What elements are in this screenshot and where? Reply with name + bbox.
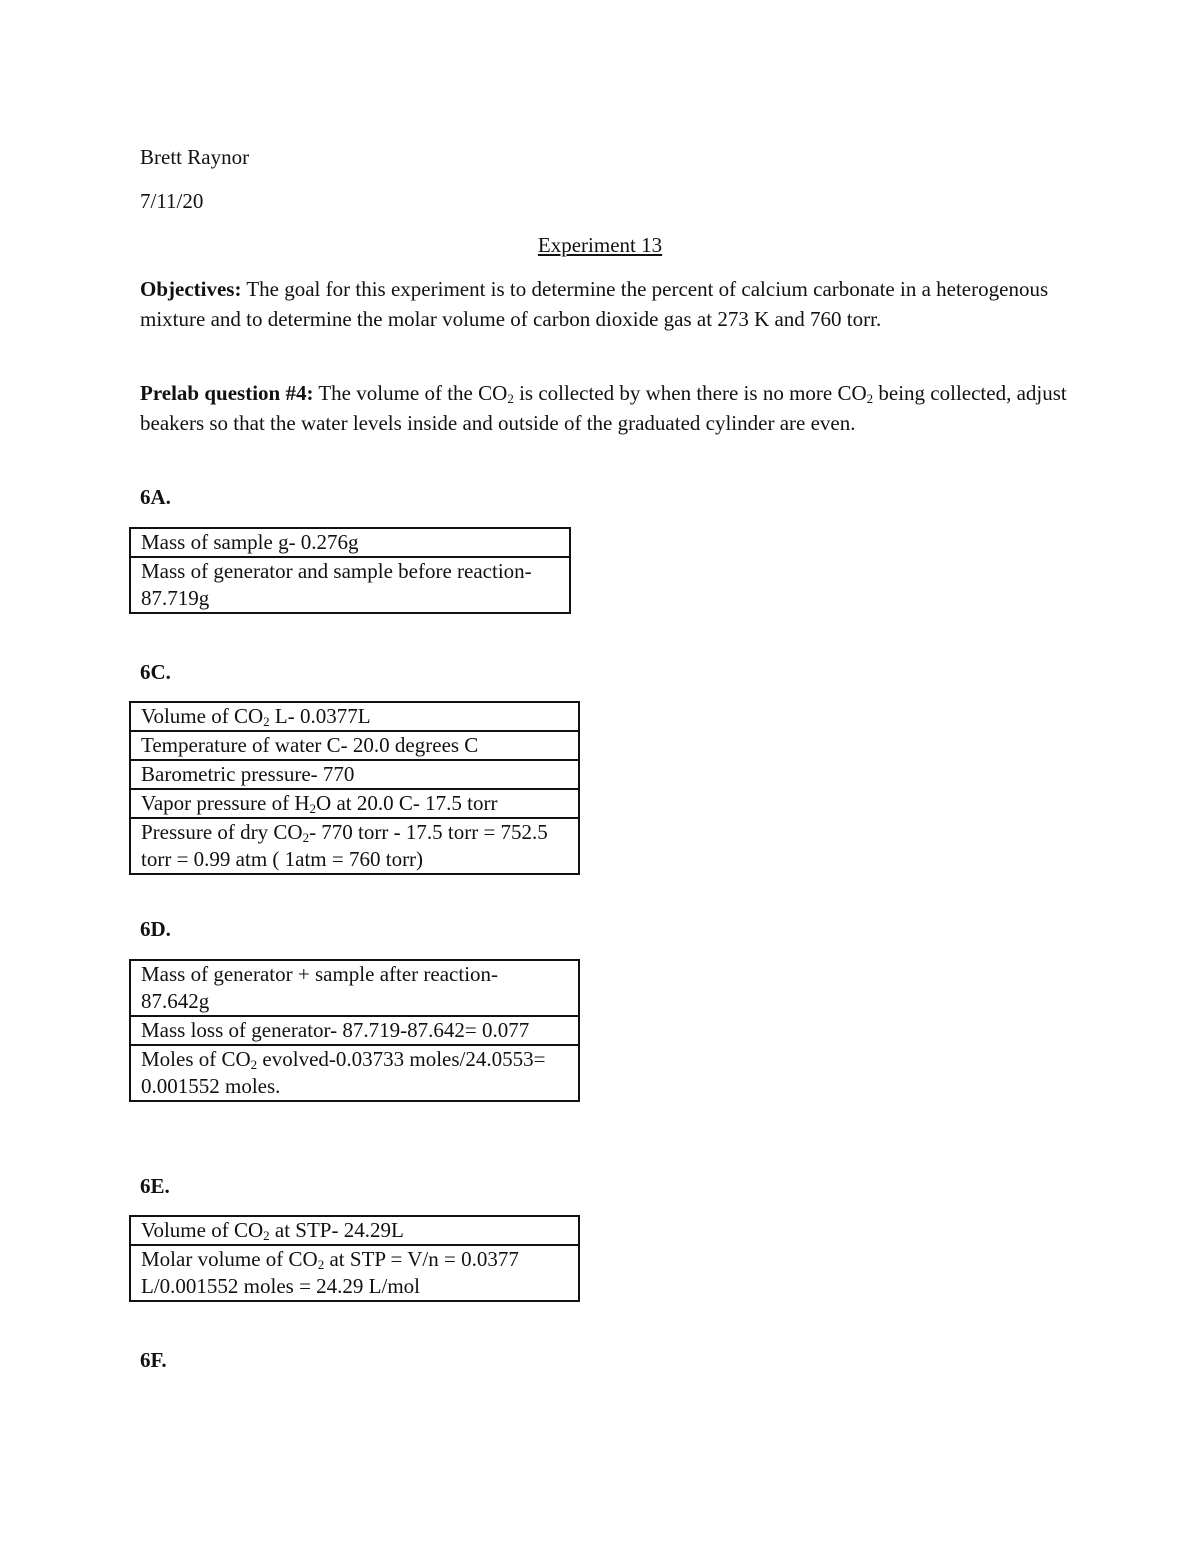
table-row — [130, 1216, 579, 1245]
author-name: Brett Raynor — [140, 145, 250, 169]
cell-text: Moles of CO — [141, 1047, 251, 1071]
cell-text: Molar volume of CO — [141, 1247, 318, 1271]
table-cell — [130, 1216, 579, 1245]
objectives-paragraph — [140, 275, 1080, 334]
prelab-text-b: is collected by when there is no more CO — [513, 381, 867, 405]
table-cell: Temperature of water C- 20.0 degrees C — [130, 731, 579, 760]
document-title: Experiment 13 — [537, 233, 663, 257]
objectives-text: The goal for this experiment is to determine the percent of calcium carbonate in a heterogenous mixture and to determine the molar volume of carbon dioxide gas at 273 K and 760 torr. — [140, 277, 1049, 331]
table-row — [130, 818, 579, 874]
cell-text: O at 20.0 C- 17.5 torr — [316, 791, 498, 815]
table-6c — [129, 701, 580, 875]
table-row — [130, 960, 579, 1016]
subscript: 2 — [317, 1257, 325, 1272]
prelab-sub-b: 2 — [866, 391, 874, 406]
document-date: 7/11/20 — [140, 189, 204, 213]
section-heading-6a: 6A. — [140, 485, 171, 509]
table-row — [130, 702, 579, 731]
prelab-text-c: being collected, adjust beakers so that the water levels inside and outside of the graduated cylinder are even. — [140, 381, 1067, 435]
table-cell — [130, 1045, 579, 1101]
table-6e — [129, 1215, 580, 1302]
section-heading-6f: 6F. — [140, 1348, 167, 1372]
subscript: 2 — [250, 1057, 258, 1072]
table-6a — [129, 527, 571, 614]
table-cell: Mass of generator and sample before reaction- 87.719g — [130, 557, 570, 613]
cell-text: Volume of CO — [141, 704, 264, 728]
table-cell — [130, 1245, 579, 1301]
cell-text: evolved-0.03733 moles/24.0553= 0.001552 moles. — [141, 1047, 546, 1098]
cell-text: L- 0.0377L — [269, 704, 371, 728]
subscript: 2 — [263, 714, 270, 729]
table-cell: Mass loss of generator- 87.719-87.642= 0.077 — [130, 1016, 579, 1045]
cell-text: at STP- 24.29L — [269, 1218, 404, 1242]
prelab-paragraph — [140, 379, 1080, 438]
table-row — [130, 557, 570, 613]
objectives-label: Objectives: — [140, 277, 242, 301]
table-6d — [129, 959, 580, 1102]
table-cell — [130, 702, 579, 731]
subscript: 2 — [263, 1228, 270, 1243]
table-cell — [130, 789, 579, 818]
subscript: 2 — [302, 830, 310, 845]
table-row — [130, 731, 579, 760]
table-cell: Barometric pressure- 770 — [130, 760, 579, 789]
table-row — [130, 1245, 579, 1301]
table-row — [130, 789, 579, 818]
table-row — [130, 528, 570, 557]
prelab-text-a: The volume of the CO — [313, 381, 508, 405]
table-row — [130, 1045, 579, 1101]
section-heading-6e: 6E. — [140, 1174, 170, 1198]
cell-text: Pressure of dry CO — [141, 820, 303, 844]
table-row — [130, 760, 579, 789]
table-cell — [130, 818, 579, 874]
subscript: 2 — [309, 801, 317, 816]
prelab-sub-a: 2 — [507, 391, 514, 406]
cell-text: at STP = V/n = 0.0377 L/0.001552 moles = 24.29 L/mol — [141, 1247, 519, 1298]
cell-text: Vapor pressure of H — [141, 791, 310, 815]
table-row — [130, 1016, 579, 1045]
cell-text: Volume of CO — [141, 1218, 264, 1242]
table-cell: Mass of generator + sample after reaction- 87.642g — [130, 960, 579, 1016]
cell-text: - 770 torr - 17.5 torr = 752.5 torr = 0.99 atm ( 1atm = 760 torr) — [141, 820, 548, 871]
table-cell: Mass of sample g- 0.276g — [130, 528, 570, 557]
section-heading-6d: 6D. — [140, 917, 171, 941]
prelab-label: Prelab question #4: — [140, 381, 314, 405]
section-heading-6c: 6C. — [140, 660, 171, 684]
